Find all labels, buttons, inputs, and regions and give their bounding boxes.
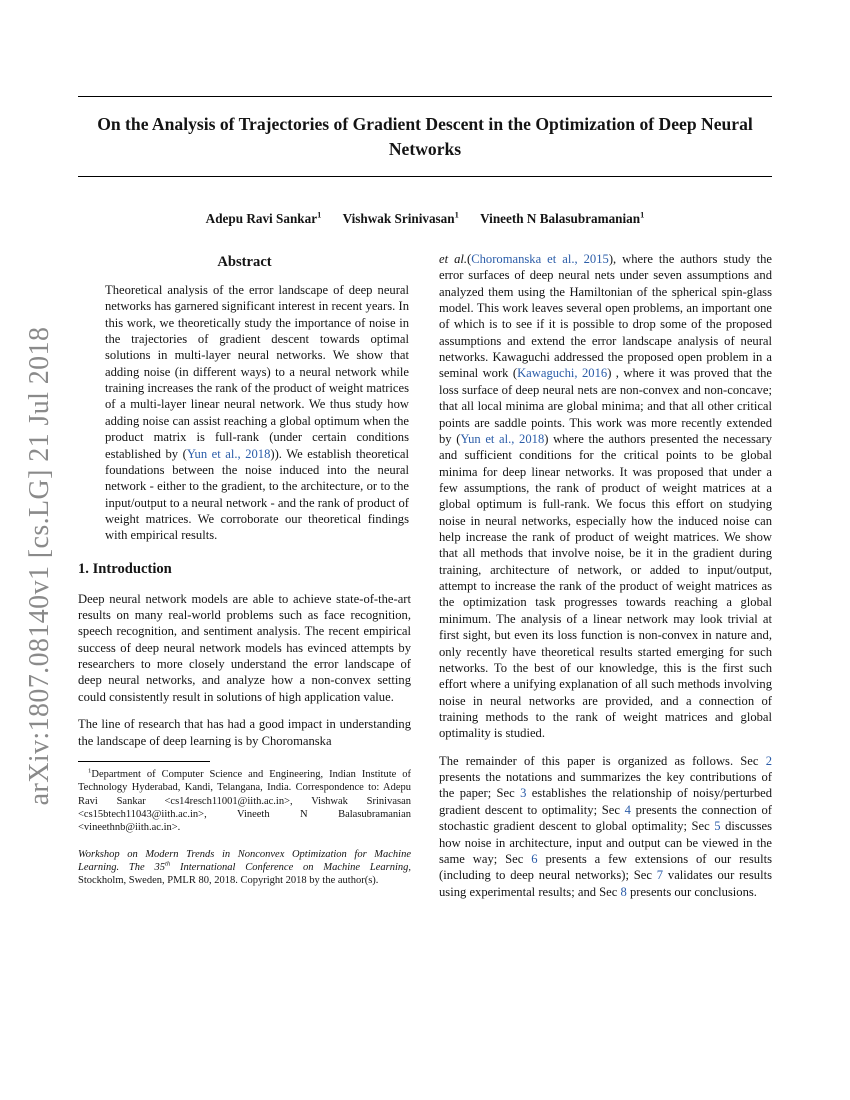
- text-run: establishes the relationship of noisy/perturbed gradient descent to optimality; Sec: [439, 786, 772, 817]
- text-run: International Conference on Machine Learning,: [170, 861, 411, 873]
- text-run: 1: [88, 767, 92, 775]
- citation-link[interactable]: 3: [520, 786, 527, 801]
- two-column-layout: [78, 251, 772, 911]
- paper-content: [78, 0, 772, 911]
- text-run: )). We establish theoretical foundations between the noise induced into the neural network - either to the gradient, to the architecture, or to the input/output to a neural network - and the rank of product of weight matrices. We corroborate our theoretical findings with empirical results.: [105, 446, 410, 543]
- text-run: presents the connection of stochastic gradient descent to global optimality; Sec: [439, 802, 772, 834]
- intro-paragraph: [78, 716, 411, 749]
- title-rule: [78, 176, 772, 177]
- author-line: [78, 211, 772, 227]
- author-affiliation-mark: 1: [317, 209, 322, 220]
- footnote-rule: [78, 761, 210, 762]
- text-run: The line of research that has had a good impact in understanding the landscape of deep learning is by Choromanska: [78, 717, 411, 748]
- arxiv-watermark: arXiv:1807.08140v1 [cs.LG] 21 Jul 2018: [24, 326, 55, 806]
- citation-link[interactable]: 2: [765, 753, 772, 768]
- citation-link[interactable]: Choromanska et al., 2015: [471, 251, 609, 266]
- text-run: Theoretical analysis of the error landscape of deep neural networks has garnered significant interest in recent years. In this work, we theoretically study the importance of noise in the trajectories of gradient descent towards optimal solutions in multi-layer neural networks. We show that adding noise (in different ways) to a neural network while training increases the rank of the product of weight matrices of a multi-layer linear neural network. We thus study how adding noise can assist reaching a global optimum when the product matrix is full-rank (under certain conditions established by (: [105, 282, 409, 461]
- text-run: ), where the authors study the error surfaces of deep neural nets under seven assumptions and analyzed them using the Hamiltonian of the spherical spin-glass model. This work leaves several open problems, an important one of which is to see if it is possible to drop some of the proposed assumptions and extend the error landscape analysis of neural networks. Kawaguchi addressed the proposed open problem in a seminal work (: [439, 251, 772, 381]
- text-run: th: [164, 860, 171, 868]
- text-run: discusses how noise in architecture, input and output can be viewed in the same way; Sec: [439, 819, 773, 866]
- text-run: ) where the authors presented the necessary and sufficient conditions for the critical points to be global minima for deep linear networks. It was proposed that under a few assumptions, the rank of product of weight matrices at a global optimum is full-rank. We focus this effort on studying noise in neural networks, especially how the induced noise can help increase the rank of product of weight matrices. We show that all methods that involve noise, be it in the gradient during training, architecture of network, or added to input/output, attempt to increase the rank of the product of weight matrices as the optimization task progresses towards reaching a global minimum. The analysis of a linear network may look trivial at first sight, but even its loss function is non-convex in nature and, only recently have theoretical results started emerging for such networks. To the best of our knowledge, this is the first such effort where a unifying explanation of all such methods involving noise in neural networks are provided, and a connection of training methods to the rank of weight matrices and global optimality is studied.: [439, 431, 772, 741]
- text-run: Deep neural network models are able to achieve state-of-the-art results on many real-world problems such as face recognition, speech recognition, and sentiment analysis. The recent empirical success of deep neural network models has evinced attempts by researchers to more closely understand the error landscape of deep neural networks, and analyze how a non-convex setting could consistently result in solutions of high application value.: [78, 591, 411, 704]
- text-run: Department of Computer Science and Engineering, Indian Institute of Technology Hyderabad, Kandi, Telangana, India. Correspondence to: Adepu Ravi Sankar <cs14resch11001@iith.ac.in>, Vishwak Srinivasan <cs15btech11043@iith.ac.in>, Vineeth N Balasubramanian <vineethnb@iith.ac.in>.: [78, 768, 411, 834]
- text-run: presents a few extensions of our results (including to deep neural networks); Sec: [439, 851, 772, 883]
- right-column: [439, 251, 772, 911]
- citation-link[interactable]: 5: [714, 819, 721, 834]
- text-run: presents the notations and summarizes the key contributions of the paper; Sec: [439, 770, 772, 801]
- left-column: [78, 251, 411, 911]
- body-paragraph: [439, 251, 772, 742]
- intro-paragraph: [78, 591, 411, 706]
- copyright-notice: [78, 848, 411, 888]
- author-affiliation-mark: 1: [640, 209, 645, 220]
- citation-link[interactable]: 6: [531, 851, 538, 866]
- citation-link[interactable]: 8: [620, 884, 627, 899]
- text-run: presents our conclusions.: [626, 884, 757, 899]
- author-affiliation-mark: 1: [454, 209, 459, 220]
- author-name: [206, 211, 322, 227]
- text-run: Workshop on Modern Trends in Nonconvex Optimization for Machine Learning. The 35: [78, 848, 411, 873]
- text-run: validates our results using experimental results; and Sec: [439, 868, 772, 899]
- author-name: [480, 211, 644, 227]
- citation-link[interactable]: Yun et al., 2018: [460, 431, 545, 446]
- text-run: ) , where it was proved that the loss surface of deep neural nets are non-convex and non-concave; that all local minima are global minima; and that all other critical points are saddle points. This work was more recently extended by (: [439, 366, 772, 446]
- citation-link[interactable]: 4: [624, 802, 631, 817]
- text-run: et al.: [439, 251, 468, 266]
- citation-link[interactable]: Yun et al., 2018: [186, 446, 271, 461]
- author-name-text: Vineeth N Balasubramanian: [480, 210, 641, 226]
- section-heading-introduction: 1. Introduction: [78, 560, 172, 577]
- affiliation-footnote: [78, 768, 411, 835]
- citation-link[interactable]: 7: [656, 868, 664, 883]
- author-name-text: Vishwak Srinivasan: [342, 210, 455, 226]
- text-run: (: [467, 251, 472, 266]
- author-name-text: Adepu Ravi Sankar: [205, 210, 318, 226]
- top-rule: [78, 96, 772, 97]
- abstract-text: [78, 282, 411, 544]
- citation-link[interactable]: Kawaguchi, 2016: [517, 366, 608, 381]
- abstract-heading: Abstract: [217, 253, 272, 270]
- author-name: [343, 211, 459, 227]
- body-paragraph: [439, 753, 772, 900]
- paper-title: On the Analysis of Trajectories of Gradient Descent in the Optimization of Deep Neural Networks: [97, 114, 753, 159]
- text-run: Stockholm, Sweden, PMLR 80, 2018. Copyright 2018 by the author(s).: [78, 875, 379, 887]
- text-run: The remainder of this paper is organized as follows. Sec: [439, 753, 766, 768]
